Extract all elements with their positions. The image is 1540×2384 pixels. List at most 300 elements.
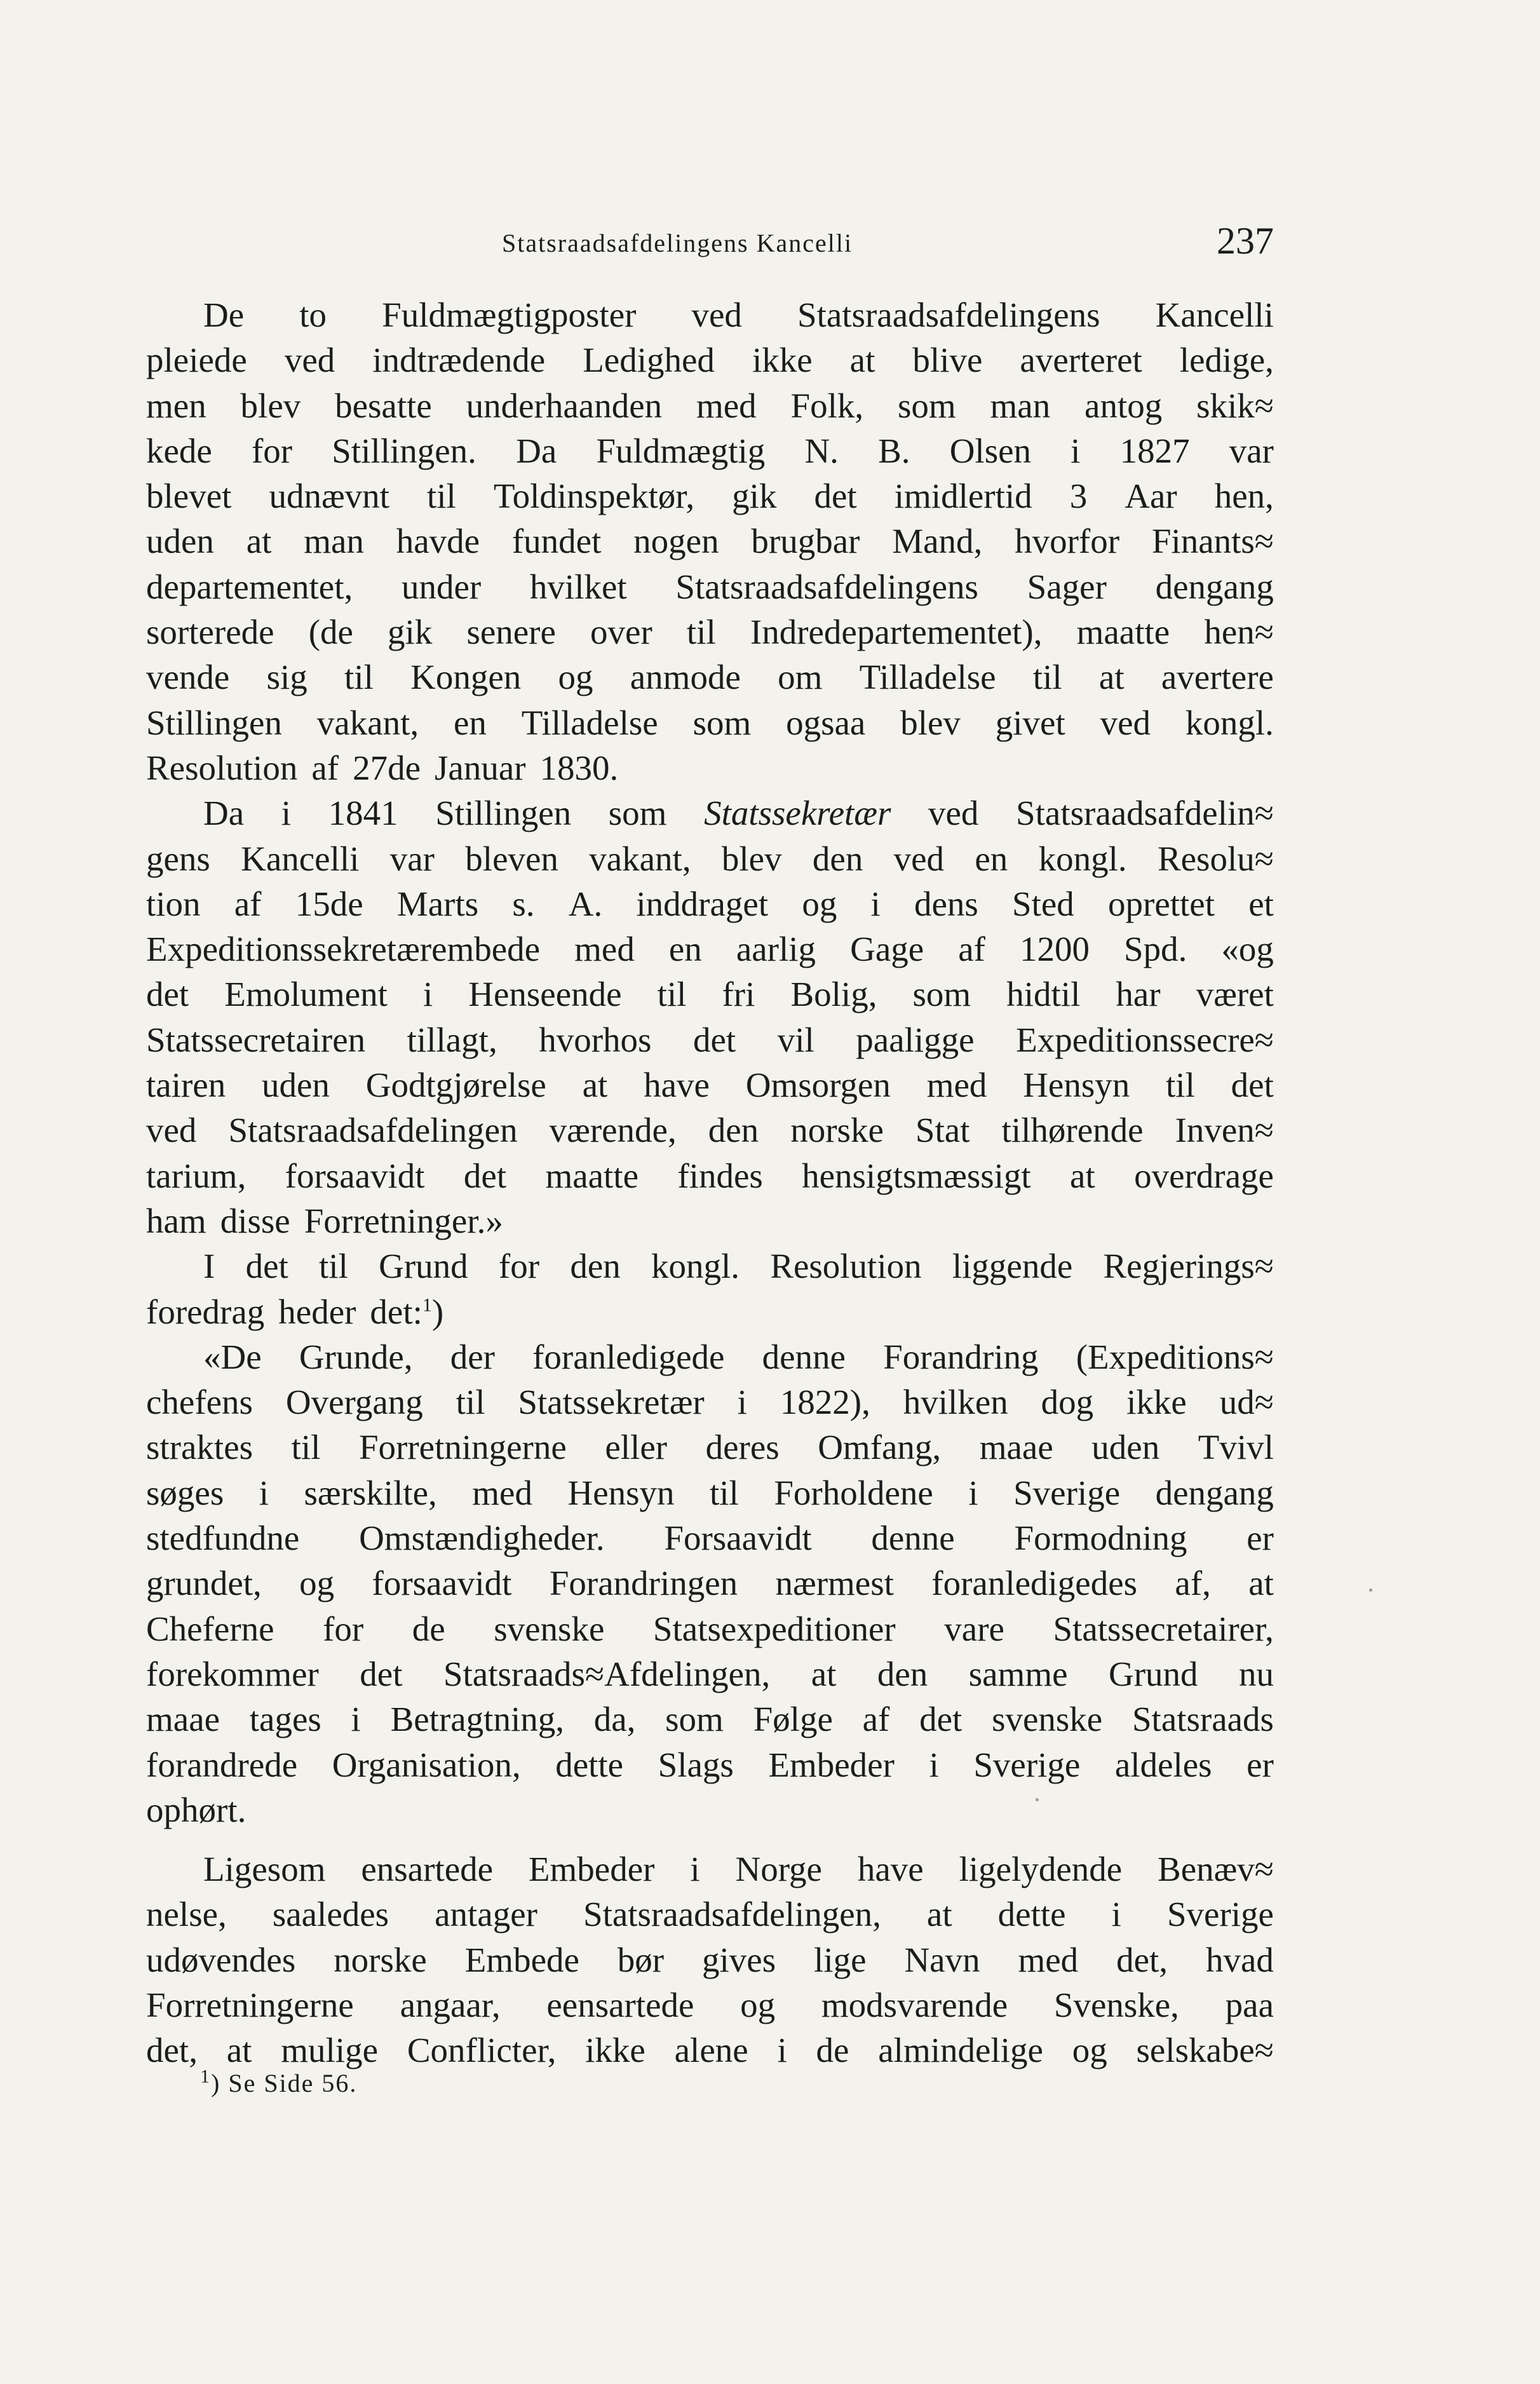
word: have — [857, 1850, 924, 1889]
word: en — [975, 839, 1008, 878]
word: besatte — [335, 386, 432, 425]
word: averteret — [1020, 341, 1142, 380]
text-line — [146, 383, 1274, 428]
word: Grund — [1108, 1654, 1198, 1693]
word: et — [1248, 884, 1274, 923]
word: Da — [516, 431, 557, 470]
text-line — [146, 1198, 1274, 1243]
word: i — [690, 1850, 700, 1889]
word: dette — [555, 1745, 624, 1784]
text-line — [146, 972, 1274, 1017]
word: man — [990, 386, 1051, 425]
word: ved — [691, 295, 742, 334]
word: ikke — [752, 341, 813, 380]
word: dens — [914, 884, 978, 923]
word: Emolument — [224, 975, 388, 1014]
word: under — [401, 567, 482, 606]
word: til — [1032, 658, 1062, 697]
word: Stillingen. — [332, 431, 476, 470]
word: Da — [203, 794, 245, 833]
text-line — [146, 1425, 1274, 1470]
word: i — [422, 975, 433, 1014]
word: været — [1196, 975, 1274, 1014]
word: bør — [617, 1940, 665, 1979]
word: givet — [995, 703, 1065, 742]
word: kede — [146, 431, 212, 470]
word: De — [203, 295, 245, 334]
word: denne — [871, 1519, 955, 1558]
word: det — [919, 1700, 962, 1739]
page-header — [146, 219, 1274, 276]
word: Navn — [904, 1940, 980, 1979]
word: den — [570, 1247, 621, 1286]
word: skik≈ — [1196, 386, 1274, 425]
word: ikke — [585, 2031, 645, 2070]
word: Resolution — [146, 748, 298, 787]
word: «og — [1221, 930, 1274, 969]
footnote — [200, 2068, 357, 2098]
word: de — [816, 2031, 849, 2070]
word: vakant, — [589, 839, 691, 878]
word: foredrag — [146, 1292, 265, 1331]
word: almindelige — [878, 2031, 1043, 2070]
word: Indredepartementet), — [750, 613, 1043, 652]
text-line — [146, 654, 1274, 700]
word: af — [311, 748, 339, 787]
word: ved — [928, 794, 979, 833]
word: Forretningerne — [358, 1428, 567, 1467]
word: Olsen — [949, 431, 1032, 470]
text-line — [146, 292, 1274, 337]
word: dog — [1041, 1383, 1094, 1422]
word: forekommer — [146, 1654, 319, 1693]
word: at — [1248, 1564, 1274, 1603]
word: kongl. — [651, 1247, 740, 1286]
word: Tvivl — [1198, 1428, 1274, 1467]
word: Grund — [379, 1247, 468, 1286]
word: Statsraads≈Afdelingen, — [443, 1654, 771, 1693]
word: til — [710, 1473, 739, 1512]
word: i — [259, 1473, 269, 1512]
word: Henseende — [468, 975, 622, 1014]
word: søges — [146, 1473, 224, 1512]
word: og — [558, 658, 593, 697]
text-line — [146, 609, 1274, 654]
word: Statsraadsafdelin≈ — [1016, 794, 1274, 833]
word: Følge — [753, 1700, 833, 1739]
word: Marts — [396, 884, 479, 923]
word: Svenske, — [1053, 1985, 1179, 2024]
word: departementet, — [146, 567, 353, 606]
word: vakant, — [316, 703, 419, 742]
word: angaar, — [400, 1985, 501, 2024]
word: blevet — [146, 477, 232, 516]
word: Kancelli — [1155, 295, 1274, 334]
word: i — [1111, 1895, 1121, 1934]
text-line — [146, 881, 1274, 926]
word: tion — [146, 884, 201, 923]
word: hen≈ — [1204, 613, 1274, 652]
word: Stat — [915, 1111, 970, 1150]
word: det — [245, 1247, 288, 1286]
word: i — [281, 794, 292, 833]
word: svenske — [992, 1700, 1103, 1739]
word: disse — [220, 1201, 290, 1240]
word: blive — [912, 341, 983, 380]
word: Slags — [658, 1745, 734, 1784]
word: det — [146, 975, 189, 1014]
word: med — [1018, 1940, 1079, 1979]
word: 27de — [353, 748, 421, 787]
word: i — [870, 884, 881, 923]
text-line — [146, 1697, 1274, 1742]
word: A. — [568, 884, 603, 923]
word: denne — [762, 1337, 846, 1376]
text-line — [146, 1846, 1274, 1892]
word: Hensyn — [1023, 1066, 1130, 1105]
word: aldeles — [1114, 1745, 1212, 1784]
word: B. — [878, 431, 910, 470]
word: udøvendes — [146, 1940, 296, 1979]
word: Sverige — [973, 1745, 1081, 1784]
word: som — [692, 703, 752, 742]
word: værende, — [549, 1111, 677, 1150]
word: Organisation, — [332, 1745, 521, 1784]
text-line — [146, 428, 1274, 473]
word: kongl. — [1185, 703, 1274, 742]
word: Omfang, — [818, 1428, 942, 1467]
text-line — [146, 1787, 1274, 1832]
word: vende — [146, 658, 230, 697]
word: sig — [266, 658, 307, 697]
word: det — [1231, 1066, 1274, 1105]
text-line — [146, 337, 1274, 383]
word: til — [456, 1383, 485, 1422]
word: med — [472, 1473, 532, 1512]
word: hidtil — [1006, 975, 1081, 1014]
word: udnævnt — [269, 477, 389, 516]
word: som — [665, 1700, 724, 1739]
word: Overgang — [285, 1383, 423, 1422]
word: Statssecretairer, — [1053, 1609, 1274, 1648]
word: maae — [979, 1428, 1053, 1467]
word: ligelydende — [959, 1850, 1123, 1889]
word: overdrage — [1134, 1156, 1274, 1195]
word: ham — [146, 1201, 206, 1240]
word: heder — [278, 1292, 356, 1331]
word: og — [1072, 2031, 1107, 2070]
text-line — [146, 2028, 1274, 2073]
word: Embeder — [768, 1745, 895, 1784]
word: Spd. — [1124, 930, 1187, 969]
word: af — [234, 884, 262, 923]
word: findes — [677, 1156, 763, 1195]
word: fri — [722, 975, 755, 1014]
text-line — [146, 790, 1274, 836]
word: Stillingen — [146, 703, 282, 742]
word: nærmest — [775, 1564, 894, 1603]
word: det — [814, 477, 857, 516]
word: Forretninger.» — [304, 1201, 503, 1240]
word: forsaavidt — [372, 1564, 512, 1603]
text-line — [146, 1243, 1274, 1289]
paper-speck — [1369, 1588, 1372, 1592]
word: uden — [146, 522, 214, 561]
word: ved — [284, 341, 335, 380]
word: Godtgjørelse — [365, 1066, 546, 1105]
word: Resolu≈ — [1157, 839, 1274, 878]
footnote-marker: 1 — [200, 2066, 211, 2087]
word: da, — [593, 1700, 636, 1739]
word: Tilladelse — [859, 658, 996, 697]
word: «De — [203, 1337, 262, 1376]
word: Grunde, — [299, 1337, 413, 1376]
word: 1822), — [780, 1383, 870, 1422]
word: deres — [705, 1428, 780, 1467]
word: Omstændigheder. — [359, 1519, 605, 1558]
word: Omsorgen — [745, 1066, 891, 1105]
word: ved — [893, 839, 945, 878]
word: med — [696, 386, 757, 425]
word: have — [644, 1066, 710, 1105]
word: norske — [334, 1940, 427, 1979]
word: den — [877, 1654, 928, 1693]
word: modsvarende — [821, 1985, 1008, 2024]
word: Betragtning, — [390, 1700, 564, 1739]
word: maae — [146, 1700, 220, 1739]
word: Finants≈ — [1151, 522, 1274, 561]
word: inddraget — [636, 884, 769, 923]
word: blev — [721, 839, 782, 878]
word: hen, — [1214, 477, 1274, 516]
word: ikke — [1126, 1383, 1187, 1422]
word: Fuldmægtigposter — [382, 295, 637, 334]
paper-speck — [1036, 1798, 1039, 1801]
word: Statsexpeditioner — [652, 1609, 896, 1648]
word: med — [926, 1066, 987, 1105]
word: Statsraadsafdelingen — [228, 1111, 518, 1150]
word: tairen — [146, 1066, 226, 1105]
word: senere — [466, 613, 556, 652]
word: Statsraads — [1131, 1700, 1274, 1739]
word: forandrede — [146, 1745, 298, 1784]
word: i — [1071, 431, 1081, 470]
text-line — [146, 473, 1274, 518]
body-text — [146, 292, 1274, 2073]
word: Kancelli — [241, 839, 360, 878]
word: nelse, — [146, 1895, 227, 1934]
text-line — [146, 1561, 1274, 1606]
word: det, — [1116, 1940, 1168, 1979]
word: Statssekretær — [518, 1383, 705, 1422]
word: i — [968, 1473, 978, 1512]
italic-word: Statssekretær — [704, 794, 891, 833]
word: gives — [702, 1940, 776, 1979]
word: grundet, — [146, 1564, 262, 1603]
word: gik — [732, 477, 777, 516]
text-line — [146, 1651, 1274, 1697]
word: saaledes — [272, 1895, 389, 1934]
word: de — [412, 1609, 445, 1648]
word: Resolution — [770, 1247, 922, 1286]
word: Stillingen — [435, 794, 572, 833]
word: antog — [1084, 386, 1163, 425]
word: dette — [997, 1895, 1066, 1934]
word: Sted — [1012, 884, 1074, 923]
word: Sager — [1027, 567, 1107, 606]
word: en — [668, 930, 702, 969]
word: dengang — [1155, 1473, 1274, 1512]
word: hvad — [1205, 1940, 1274, 1979]
word: til — [344, 658, 374, 697]
word: Kongen — [410, 658, 522, 697]
word: maatte — [545, 1156, 639, 1195]
word: kongl. — [1038, 839, 1127, 878]
text-line — [146, 1937, 1274, 1982]
word: Forandring — [883, 1337, 1039, 1376]
word: til — [686, 613, 716, 652]
word: i — [777, 2031, 787, 2070]
word: Regjerings≈ — [1103, 1247, 1274, 1286]
word: Statsraadsafdelingens — [675, 567, 978, 606]
word: Januar — [435, 748, 526, 787]
word: har — [1116, 975, 1161, 1014]
word: at — [582, 1066, 608, 1105]
word: over — [590, 613, 652, 652]
word: vare — [944, 1609, 1004, 1648]
text-line — [146, 700, 1274, 745]
word: og — [802, 884, 837, 923]
word: gik — [388, 613, 433, 652]
word: nogen — [633, 522, 719, 561]
word: der — [450, 1337, 495, 1376]
word: er — [1246, 1519, 1274, 1558]
page-number: 237 — [1217, 220, 1274, 262]
word: Ligesom — [203, 1850, 326, 1889]
word: anmode — [630, 658, 741, 697]
word: 15de — [295, 884, 363, 923]
word: 1200 — [1019, 930, 1090, 969]
word: Conflicter, — [407, 2031, 557, 2070]
text-line — [146, 1892, 1274, 1937]
word: samme — [968, 1654, 1068, 1693]
running-title: Statsraadsafdelingens Kancelli — [502, 229, 853, 257]
text-line — [146, 1515, 1274, 1561]
word: at — [1070, 1156, 1095, 1195]
text-line — [146, 836, 1274, 881]
word: tillagt, — [407, 1020, 497, 1059]
word: selskabe≈ — [1136, 2031, 1274, 2070]
text-line — [146, 564, 1274, 609]
word: Gage — [850, 930, 924, 969]
word: tilhørende — [1001, 1111, 1144, 1150]
word: Forretningerne — [146, 1985, 354, 2024]
word: ud≈ — [1219, 1383, 1274, 1422]
word: to — [299, 295, 327, 334]
word: foranledigede — [532, 1337, 725, 1376]
word: og — [740, 1985, 776, 2024]
word: ved — [1100, 703, 1151, 742]
word: (Expeditions≈ — [1076, 1337, 1274, 1376]
word: af — [862, 1700, 890, 1739]
word: vil — [777, 1020, 814, 1059]
word: dengang — [1155, 567, 1274, 606]
word: eensartede — [546, 1985, 694, 2024]
word: underhaanden — [466, 386, 663, 425]
word: som — [608, 794, 667, 833]
word: en — [453, 703, 487, 742]
word: nu — [1238, 1654, 1274, 1693]
word: i — [929, 1745, 939, 1784]
text-line — [146, 745, 1274, 790]
text-line — [146, 1742, 1274, 1787]
word: Mand, — [892, 522, 983, 561]
word: imidlertid — [894, 477, 1032, 516]
word: at — [246, 522, 272, 561]
word: brugbar — [751, 522, 860, 561]
word: havde — [396, 522, 480, 561]
word: hvilket — [529, 567, 627, 606]
word: var — [389, 839, 435, 878]
word: gens — [146, 839, 210, 878]
word: at — [1098, 658, 1125, 697]
word: Tilladelse — [521, 703, 658, 742]
text-line — [146, 1289, 1274, 1334]
footnote-reference: 1 — [422, 1294, 432, 1316]
word: Bolig, — [790, 975, 877, 1014]
word: uden — [1091, 1428, 1160, 1467]
word: er — [1246, 1745, 1274, 1784]
word: som — [912, 975, 971, 1014]
word: antager — [435, 1895, 537, 1934]
text-line — [146, 1107, 1274, 1153]
text-line — [146, 926, 1274, 972]
word: og — [299, 1564, 335, 1603]
word: maatte — [1076, 613, 1170, 652]
word: paaligge — [856, 1020, 975, 1059]
word: sorterede — [146, 613, 274, 652]
word: uden — [262, 1066, 330, 1105]
word: for — [498, 1247, 540, 1286]
word: i — [737, 1383, 747, 1422]
word: liggende — [952, 1247, 1073, 1286]
word: norske — [790, 1111, 884, 1150]
word: det:$^1$) — [370, 1292, 444, 1331]
word: tages — [249, 1700, 321, 1739]
word: hvorfor — [1015, 522, 1120, 561]
word: N. — [804, 431, 839, 470]
word: I — [203, 1247, 215, 1286]
word: bleven — [465, 839, 558, 878]
word: Ledighed — [583, 341, 715, 380]
word: fundet — [511, 522, 602, 561]
word: (de — [308, 613, 353, 652]
word: Aar — [1125, 477, 1177, 516]
word: Expeditionssekretærembede — [146, 930, 541, 969]
word: ophørt. — [146, 1790, 247, 1829]
word: 3 — [1069, 477, 1088, 516]
word: Fuldmægtig — [596, 431, 766, 470]
word: mulige — [281, 2031, 379, 2070]
word: Forsaavidt — [664, 1519, 812, 1558]
word: Statsraadsafdelingen, — [583, 1895, 881, 1934]
word: alene — [674, 2031, 748, 2070]
word: det — [360, 1654, 403, 1693]
word: avertere — [1161, 658, 1274, 697]
word: til — [319, 1247, 348, 1286]
word: om — [778, 658, 823, 697]
word: blev — [240, 386, 301, 425]
